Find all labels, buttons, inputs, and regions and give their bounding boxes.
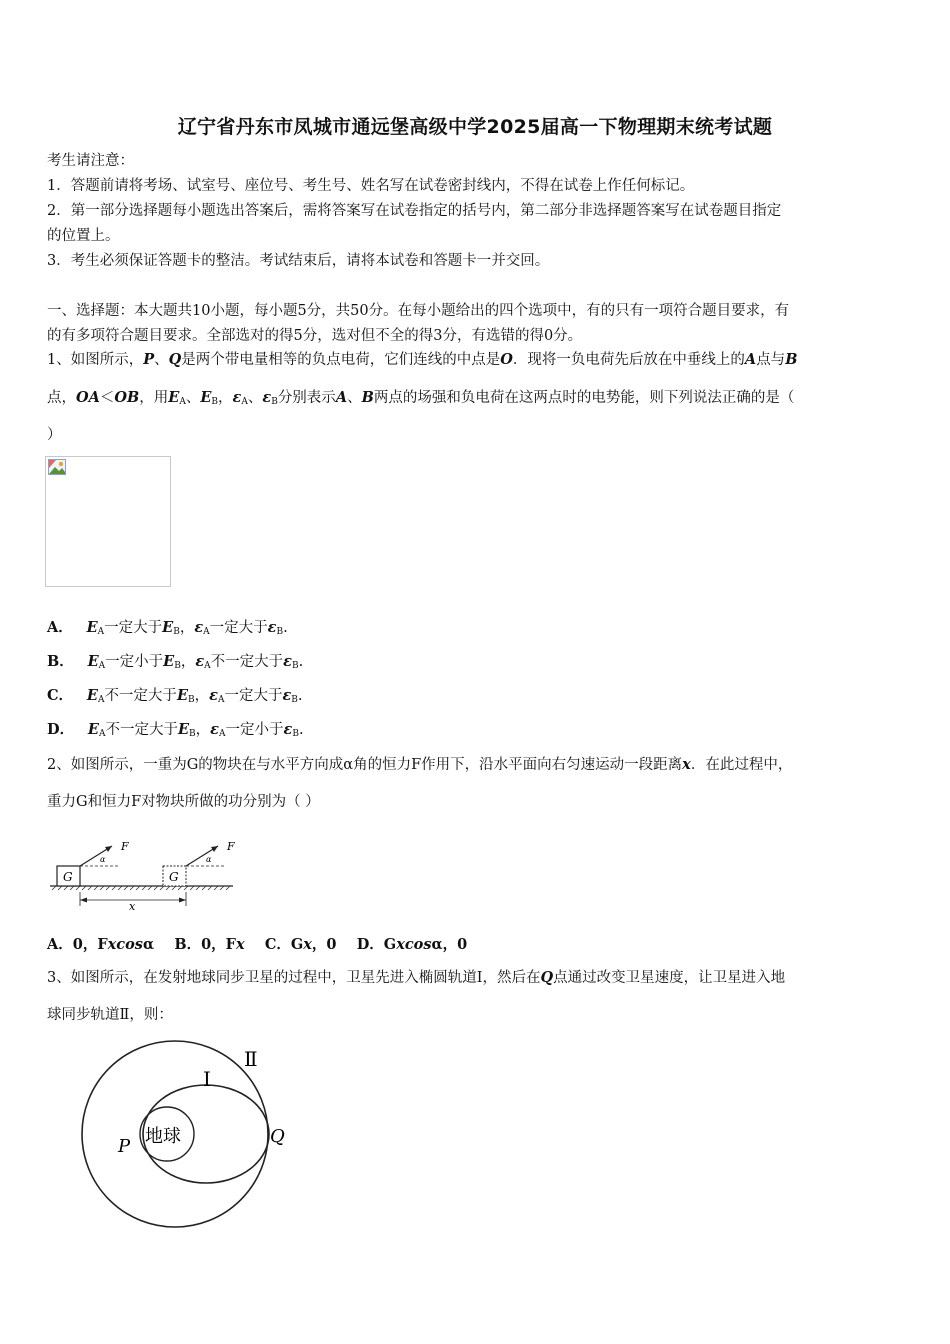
page-title: 辽宁省丹东市凤城市通远堡高级中学2025届高一下物理期末统考试题 [177,116,773,138]
option-text: 一定小于 [225,722,284,738]
q1-sep: 、 [247,390,263,406]
q1-var-eps: ε [282,687,292,704]
q3-line2: 球同步轨道Ⅱ，则： [47,1007,173,1023]
q1-sep: 、 [185,390,201,406]
q1-line2 [47,388,794,412]
q1-var-b: B [785,351,798,368]
q1-sub: A [241,397,248,407]
distance-label: x [129,900,136,912]
q1-sep: ， [179,620,195,636]
q1-var-a: A [335,389,348,406]
q1-lt: ＜ [99,390,115,406]
q1-var-eps: ε [283,721,293,738]
q1-sub: A [98,729,106,739]
q1-var-p: P [143,351,155,368]
q3-text: 点通过改变卫星速度，让卫星进入地 [553,970,786,986]
option-d: D．G [356,936,397,953]
q2-figure [47,834,247,912]
option-b: B．0，F [174,936,236,953]
option-text: 不一定大于 [105,722,178,738]
q1-text: 点与 [756,352,786,368]
point-q-label: Q [270,1126,285,1147]
q1-text: 如图所示， [70,352,144,368]
arrow-head-icon [105,846,112,852]
q1-dot: . [298,722,304,738]
option-d-end: α，0 [431,936,468,953]
option-b-math: x [235,936,245,953]
q1-text: ．现将一负电荷先后放在中垂线上的 [512,352,745,368]
q1-number: 1、 [47,352,71,368]
q1-sep: 、 [347,390,362,406]
option-label: C． [47,687,74,704]
q1-var-eps: ε [209,687,218,704]
orbit-ii-label: Ⅱ [244,1047,258,1071]
q1-option-c[interactable] [47,686,303,710]
option-text: 一定大于 [104,620,163,636]
q1-var-oa: OA [76,389,100,406]
arrow-head-icon [179,898,186,903]
q1-var-e: E [162,619,174,636]
q1-sub: A [217,695,225,705]
q1-sub: A [97,627,105,637]
q1-text: 分别表示 [277,390,336,406]
point-p-label: P [118,1136,131,1157]
q2-line1 [47,755,792,775]
q1-text: ，用 [139,390,169,406]
q1-var-e: E [168,389,180,406]
q1-dot: . [298,654,304,670]
q2-line2: 重力G和恒力F对物块所做的功分别为（ ） [47,794,320,810]
notice-header: 考生请注意： [47,153,134,169]
q1-text: 点， [47,390,76,406]
q1-sub: A [97,695,105,705]
q1-var-e: E [87,653,99,670]
q1-sub: A [203,627,210,637]
q1-sub: B [188,695,195,705]
q2-text: ．在此过程中， [690,757,793,773]
option-a-end: α [142,936,155,953]
q1-sub: B [189,729,196,739]
notice-item-1: 1．答题前请将考场、试室号、座位号、考生号、姓名写在试卷密封线内，不得在试卷上作任何标记。 [47,178,695,194]
option-text: 一定大于 [224,688,283,704]
q1-var-eps: ε [195,653,205,670]
q1-var-a: A [744,351,757,368]
q1-option-d[interactable] [47,720,304,744]
q2-text: 2、如图所示，一重为G的物块在与水平方向成α角的恒力F作用下，沿水平面向右匀速运动一段距离 [47,757,683,773]
q1-sep: ， [194,688,210,704]
q1-text: 两点的场强和负电荷在这两点时的电势能，则下列说法正确的是（ [373,390,795,406]
option-label: B． [47,653,74,670]
q1-sep: ， [180,654,196,670]
option-label: A． [47,619,73,636]
q1-close-paren: ） [47,427,62,443]
notice-item-2: 2．第一部分选择题每小题选出答案后，需将答案写在试卷指定的括号内，第二部分非选择题答案写在试卷题目指定 [47,203,782,219]
q1-var-eps: ε [194,619,204,636]
q1-dot: . [297,688,303,704]
q3-orbit-figure [78,1038,308,1238]
q1-var-e: E [163,653,175,670]
q1-var-eps: ε [267,619,277,636]
q1-sub: B [292,661,299,671]
q1-var-e: E [177,721,190,738]
q1-var-b: B [361,389,374,406]
q1-dot: . [283,620,288,636]
q1-sub: B [271,397,278,407]
force-label-1: F [121,840,129,853]
broken-image-icon [48,459,66,475]
q1-var-e: E [86,687,98,704]
notice-item-3: 3．考生必须保证答题卡的整洁。考试结束后，请将本试卷和答题卡一并交回。 [47,253,550,269]
q1-var-e: E [87,721,99,738]
section1-intro-line2: 的有多项符合题目要求。全部选对的得5分，选对但不全的得3分，有选错的得0分。 [47,328,583,344]
option-text: 一定大于 [209,620,268,636]
orbit-i-label: Ⅰ [203,1067,211,1091]
option-text: 不一定大于 [104,688,177,704]
q2-var-x: x [682,756,691,773]
notice-item-2-cont: 的位置上。 [47,228,120,244]
q1-sub: A [179,397,186,407]
angle-label-2: α [206,855,212,864]
q1-sub: B [292,729,299,739]
q1-var-e: E [176,687,188,704]
q1-var-q: Q [168,351,182,368]
q1-sep: 、 [154,352,169,368]
option-d-math: xcos [396,936,432,953]
q1-sub: A [218,729,226,739]
option-c-math: x [303,936,312,953]
option-c: C．G [264,936,304,953]
arrow-head-icon [80,898,87,903]
q1-sep: ， [195,722,211,738]
q1-var-eps: ε [262,389,272,406]
q1-var-o: O [500,351,513,368]
option-label: D． [47,721,75,738]
option-a-math: xcos [107,936,143,953]
angle-label-1: α [100,855,106,864]
option-c-end: ，0 [311,936,337,953]
q1-sep: ， [218,390,233,406]
q1-var-eps: ε [283,653,292,670]
q1-sub: B [174,661,181,671]
q1-option-b[interactable] [47,652,303,676]
force-label-2: F [227,840,235,853]
q3-text: 3、如图所示，在发射地球同步卫星的过程中，卫星先进入椭圆轨道Ⅰ，然后在 [47,970,541,986]
q1-text: 是两个带电量相等的负点电荷，它们连线的中点是 [181,352,501,368]
option-a: A．0，F [47,936,108,953]
q3-line1 [47,968,785,988]
q3-var-q: Q [540,969,554,986]
section1-intro-line1: 一、选择题：本大题共10小题，每小题5分，共50分。在每小题给出的四个选项中，有的只有一项符合题目要求，有 [47,303,790,319]
q1-sub: B [276,627,284,637]
q1-var-eps: ε [232,389,242,406]
q1-option-a[interactable] [47,618,288,642]
q1-sub: A [98,661,106,671]
option-text: 一定小于 [105,654,164,670]
q1-var-eps: ε [210,721,219,738]
q2-answer-options[interactable] [47,935,467,955]
block-label: G [169,870,179,884]
q1-line1 [47,350,797,370]
block-label: G [63,870,73,884]
q1-figure-placeholder [45,456,171,587]
q1-var-e: E [86,619,98,636]
q1-sub: A [204,661,211,671]
arrow-head-icon [211,846,218,852]
q1-var-e: E [200,389,212,406]
q1-sub: B [173,627,180,637]
q1-sub: B [291,695,298,705]
earth-label: 地球 [145,1126,181,1147]
q1-var-ob: OB [114,389,140,406]
option-text: 不一定大于 [210,654,284,670]
q1-sub: B [211,397,219,407]
